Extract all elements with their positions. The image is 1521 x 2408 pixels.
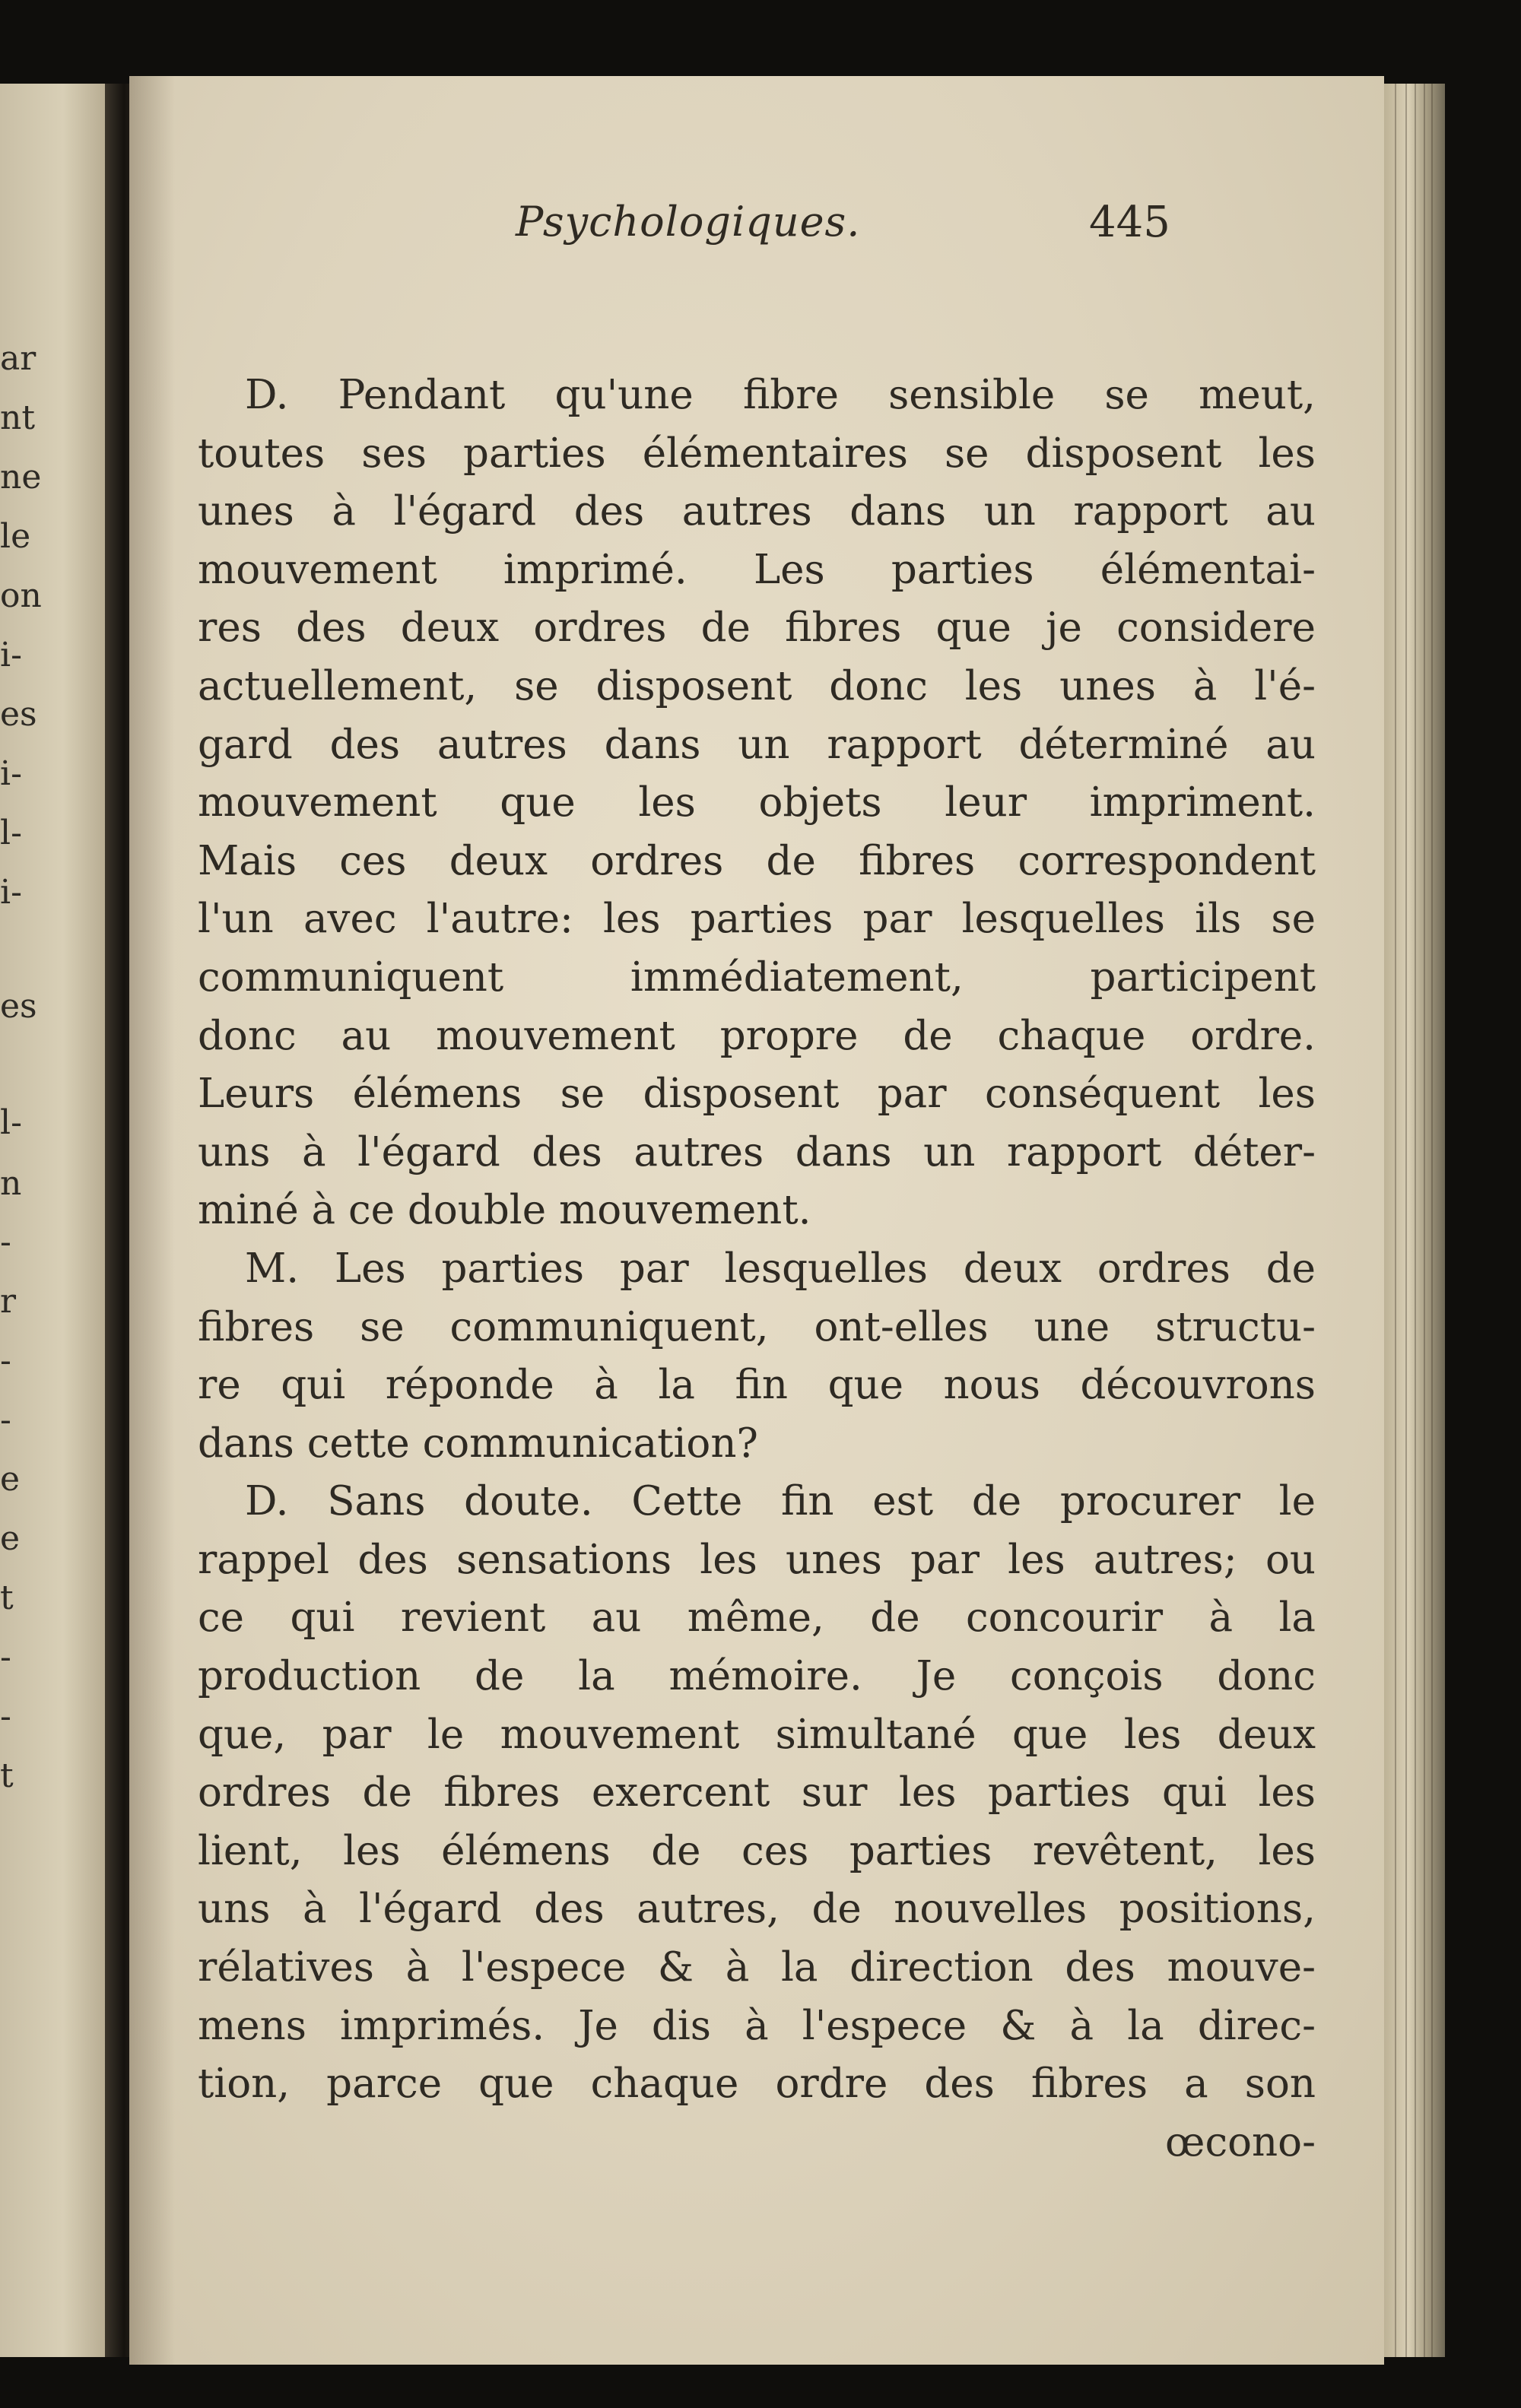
text-line: Mais ces deux ordres de fibres correspondent [198,837,1316,884]
previous-page-fragment: l- [0,1103,22,1142]
previous-page-fragment: nt [0,398,36,437]
previous-page-fragment: l- [0,814,22,852]
text-line: miné à ce double mouvement. [198,1187,811,1234]
page-header [129,198,1384,274]
text-line: unes à l'égard des autres dans un rapport au [198,488,1316,535]
previous-page-fragment: ne [0,458,42,497]
text-line: D. Sans doute. Cette fin est de procurer le [245,1478,1316,1525]
text-line: actuellement, se disposent donc les unes à l'é- [198,662,1316,709]
text-line: lient, les élémens de ces parties revêtent, les [198,1827,1316,1874]
previous-page-fragment: t [0,1756,14,1795]
previous-page-fragment: t [0,1578,14,1617]
text-line: donc au mouvement propre de chaque ordre. [198,1012,1316,1059]
text-line: production de la mémoire. Je conçois donc [198,1653,1316,1700]
text-line: uns à l'égard des autres, de nouvelles positions, [198,1886,1316,1933]
previous-page-fragment: r [0,1282,17,1321]
previous-page-fragment: - [0,1401,11,1439]
text-line: rappel des sensations les unes par les autres; ou [198,1536,1316,1583]
text-line: rélatives à l'espece & à la direction des mouve- [198,1944,1316,1991]
text-line: Leurs élémens se disposent par conséquent les [198,1071,1316,1118]
book-page [129,76,1384,2365]
text-line: communiquent immédiatement, participent [198,953,1316,1001]
previous-page-fragment: on [0,576,42,615]
previous-page-fragment: - [0,1341,11,1380]
text-line: toutes ses parties élémentaires se disposent les [198,430,1316,477]
text-line: ce qui revient au même, de concourir à la [198,1594,1316,1642]
page-number: 445 [1089,198,1170,247]
previous-page-fragment: n [0,1164,22,1203]
text-line: que, par le mouvement simultané que les deux [198,1711,1316,1758]
previous-page-fragment: e [0,1519,21,1558]
previous-page-fragment: e [0,1460,21,1499]
previous-page-fragment: - [0,1638,11,1677]
text-line: mens imprimés. Je dis à l'espece & à la direc- [198,2002,1316,2049]
text-line: dans cette communication? [198,1420,758,1467]
text-line: mouvement imprimé. Les parties élémentai- [198,546,1316,593]
previous-page-edge [0,84,105,2357]
running-head: Psychologiques. [516,198,861,246]
text-line: re qui réponde à la fin que nous découvrons [198,1362,1316,1409]
text-line: l'un avec l'autre: les parties par lesquelles ils se [198,896,1316,943]
previous-page-fragment: ar [0,339,37,378]
text-line: tion, parce que chaque ordre des fibres a son [198,2061,1316,2108]
catchword: œcono- [1165,2118,1316,2165]
previous-page-fragment: i- [0,636,22,674]
text-line: D. Pendant qu'une fibre sensible se meut, [245,372,1316,418]
previous-page-fragment: i- [0,754,22,793]
text-line: res des deux ordres de fibres que je considere [198,604,1316,652]
previous-page-fragment: i- [0,873,22,912]
text-line: M. Les parties par lesquelles deux ordres de [245,1245,1316,1292]
text-line: uns à l'égard des autres dans un rapport déter- [198,1128,1316,1175]
previous-page-fragment: - [0,1697,11,1736]
previous-page-fragment: - [0,1223,11,1261]
previous-page-fragment: le [0,517,31,556]
following-pages-edge [1384,84,1445,2357]
text-line: gard des autres dans un rapport déterminé au [198,721,1316,768]
previous-page-fragment: es [0,695,37,734]
previous-page-fragment: es [0,987,37,1026]
text-line: mouvement que les objets leur impriment. [198,779,1316,826]
body-text [198,366,1316,2172]
text-line: ordres de fibres exercent sur les parties qui les [198,1769,1316,1816]
text-line: fibres se communiquent, ont-elles une structu- [198,1303,1316,1350]
